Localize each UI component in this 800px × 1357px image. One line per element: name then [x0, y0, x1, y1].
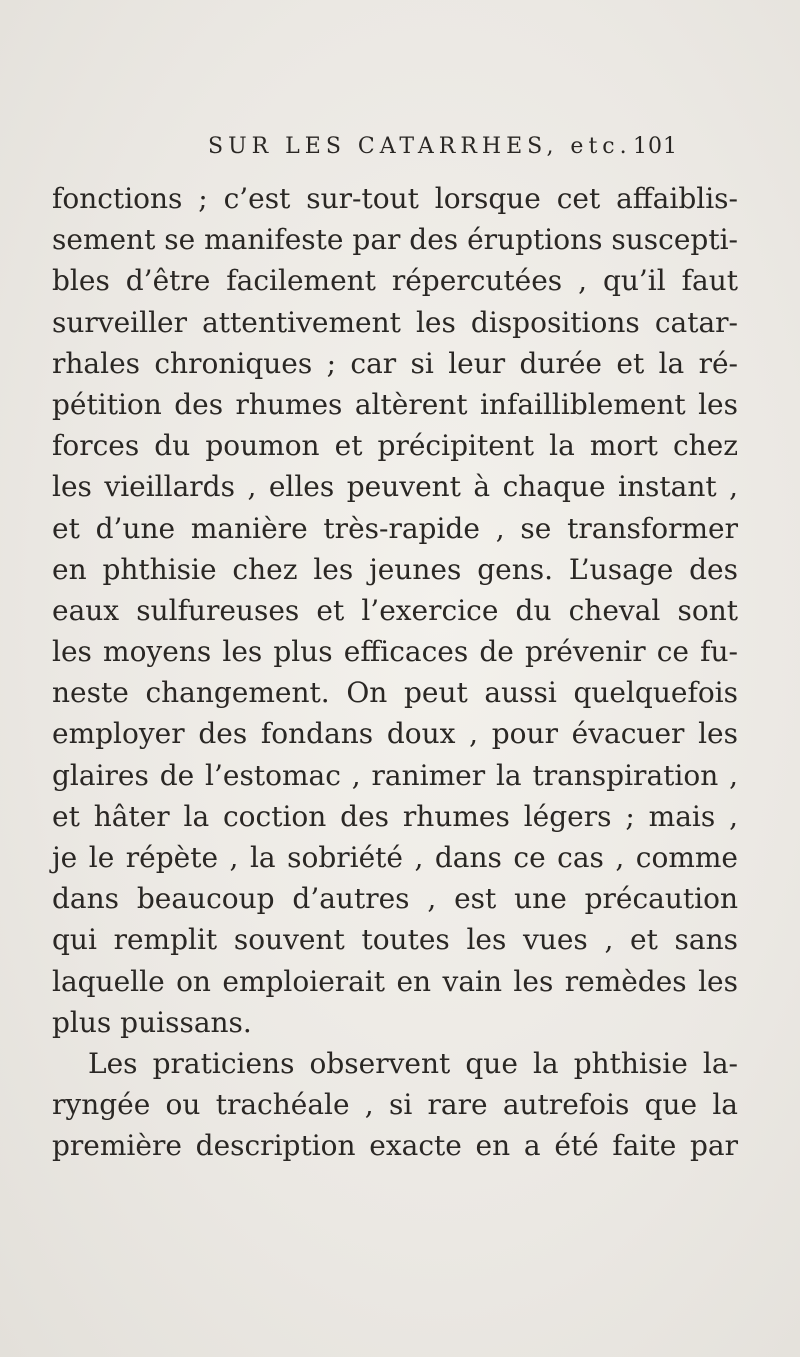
text-line: surveiller attentivement les dispositions catar- [52, 305, 738, 339]
body-text [52, 178, 738, 1167]
text-line: sement se manifeste par des éruptions suscepti- [52, 223, 738, 257]
running-title: SUR LES CATARRHES, etc. [208, 134, 632, 159]
text-line: et hâter la coction des rhumes légers ; mais , [52, 799, 738, 833]
text-line: bles d’être facilement répercutées , qu’il faut [52, 264, 738, 298]
paragraph-end-line: plus puissans. [52, 1005, 252, 1039]
text-line: qui remplit souvent toutes les vues , et sans [52, 923, 738, 957]
text-line: employer des fondans doux , pour évacuer les [52, 717, 738, 751]
text-line: fonctions ; c’est sur-tout lorsque cet affaiblis- [52, 182, 738, 215]
text-line: ryngée ou trachéale , si rare autrefois que la [52, 1088, 738, 1122]
text-line: en phthisie chez les jeunes gens. L’usage des [52, 552, 738, 586]
text-line: forces du poumon et précipitent la mort chez [52, 429, 738, 463]
text-line: et d’une manière très-rapide , se transformer [52, 511, 738, 545]
text-line: laquelle on emploierait en vain les remèdes les [52, 964, 738, 998]
running-head [208, 134, 678, 174]
text-line: première description exacte en a été faite par [52, 1129, 738, 1163]
page-number: 101 [633, 134, 678, 159]
text-line: rhales chroniques ; car si leur durée et la ré- [52, 346, 738, 380]
text-line: les vieillards , elles peuvent à chaque instant , [52, 470, 738, 504]
text-line: je le répète , la sobriété , dans ce cas , comme [52, 841, 738, 874]
text-line: dans beaucoup d’autres , est une précaution [52, 882, 738, 916]
text-line: les moyens les plus efficaces de prévenir ce fu- [52, 635, 738, 669]
text-line: pétition des rhumes altèrent infailliblement les [52, 387, 738, 421]
text-line: neste changement. On peut aussi quelquefois [52, 676, 738, 710]
text-line: glaires de l’estomac , ranimer la transpiration , [52, 758, 738, 792]
paragraph-start-line: Les praticiens observent que la phthisie la- [88, 1046, 738, 1080]
text-line: eaux sulfureuses et l’exercice du cheval sont [52, 593, 738, 627]
